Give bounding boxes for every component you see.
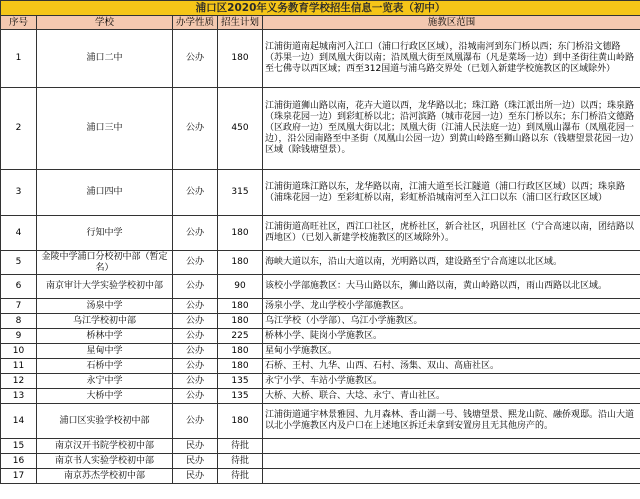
table-row xyxy=(1,329,640,344)
cell-type: 公办 xyxy=(173,170,218,216)
table-row xyxy=(1,389,640,404)
table-row xyxy=(1,88,640,170)
cell-area: 石桥、王村、九华、山西、石村、汤集、双山、高庙社区。 xyxy=(263,359,640,374)
table-row xyxy=(1,216,640,251)
cell-plan: 180 xyxy=(218,359,263,374)
cell-type: 公办 xyxy=(173,344,218,359)
table-row xyxy=(1,314,640,329)
cell-no: 8 xyxy=(1,314,37,329)
cell-area: 该校小学部施教区：大马山路以东，狮山路以南，黄山岭路以西，雨山西路以北区域。 xyxy=(263,275,640,299)
cell-type: 公办 xyxy=(173,389,218,404)
cell-type: 公办 xyxy=(173,88,218,170)
cell-type: 公办 xyxy=(173,30,218,88)
cell-area: 大桥、大桥、联合、大埝、永宁、青山社区。 xyxy=(263,389,640,404)
cell-type: 公办 xyxy=(173,216,218,251)
header-no: 序号 xyxy=(1,16,37,30)
cell-plan: 180 xyxy=(218,314,263,329)
cell-no: 15 xyxy=(1,439,37,454)
cell-area xyxy=(263,439,640,454)
title-row xyxy=(1,1,640,16)
cell-area: 星甸小学施教区。 xyxy=(263,344,640,359)
cell-no: 16 xyxy=(1,454,37,469)
cell-no: 9 xyxy=(1,329,37,344)
cell-no: 13 xyxy=(1,389,37,404)
cell-school: 桥林中学 xyxy=(37,329,173,344)
cell-type: 公办 xyxy=(173,275,218,299)
cell-plan: 90 xyxy=(218,275,263,299)
cell-plan: 180 xyxy=(218,30,263,88)
table-row xyxy=(1,30,640,88)
cell-type: 公办 xyxy=(173,404,218,439)
cell-area: 江浦街道狮山路以南，花卉大道以西，龙华路以北；珠江路（珠江派出所一边）以西；珠泉路（珠泉花园一边）到彩虹桥以北；沿河滨路（城市花园一边）至东门桥以东；东门桥沿文德路（区政府一边）至凤凰大街以北；凤凰大街（江浦人民法庭一边）到凤凰山瀑布（凤凰花园一边），沿公园南路至中圣街（凤凰山公园一边）到黄山岭路至狮山路以东（钱塘望景花园一边）区域（除钱塘望景）。 xyxy=(263,88,640,170)
cell-type: 民办 xyxy=(173,454,218,469)
cell-area: 江浦街道南起城南河入江口（浦口行政区区域），沿城南河到东门桥以西；东门桥沿文德路（苏果一边）到凤凰大街以南；沿凤凰大街至凤凰瀑布（凡是菜场一边）到中圣街往黄山岭路至七佛寺以西区域；西至312国道与浦乌路交界处（已划入新建学校施教区的区域除外） xyxy=(263,30,640,88)
cell-type: 公办 xyxy=(173,299,218,314)
cell-school: 行知中学 xyxy=(37,216,173,251)
cell-type: 公办 xyxy=(173,329,218,344)
cell-no: 12 xyxy=(1,374,37,389)
cell-school: 南京书人实验学校初中部 xyxy=(37,454,173,469)
cell-plan: 180 xyxy=(218,344,263,359)
cell-area: 江浦街道通宇林景雅园、九月森林、香山湖一号、钱塘望景、熙龙山院、融侨观邸。沿山大道以北小学施教区内及户口在上述地区拆迁未拿到安置房且无其他房产的。 xyxy=(263,404,640,439)
cell-no: 3 xyxy=(1,170,37,216)
cell-school: 金陵中学浦口分校初中部（暂定名） xyxy=(37,251,173,275)
cell-plan: 待批 xyxy=(218,439,263,454)
cell-school: 汤泉中学 xyxy=(37,299,173,314)
table-row xyxy=(1,454,640,469)
cell-area xyxy=(263,469,640,484)
cell-school: 浦口区实验学校初中部 xyxy=(37,404,173,439)
cell-no: 14 xyxy=(1,404,37,439)
cell-plan: 135 xyxy=(218,389,263,404)
cell-plan: 315 xyxy=(218,170,263,216)
cell-plan: 待批 xyxy=(218,469,263,484)
cell-no: 5 xyxy=(1,251,37,275)
cell-area: 海峡大道以东，沿山大道以南，光明路以西，建设路至宁合高速以北区域。 xyxy=(263,251,640,275)
table-row xyxy=(1,344,640,359)
cell-area: 乌江学校（小学部）、乌江小学施教区。 xyxy=(263,314,640,329)
cell-school: 石桥中学 xyxy=(37,359,173,374)
cell-plan: 225 xyxy=(218,329,263,344)
cell-type: 民办 xyxy=(173,439,218,454)
cell-school: 乌江学校初中部 xyxy=(37,314,173,329)
cell-type: 公办 xyxy=(173,251,218,275)
cell-no: 11 xyxy=(1,359,37,374)
cell-plan: 180 xyxy=(218,299,263,314)
cell-no: 2 xyxy=(1,88,37,170)
cell-school: 浦口二中 xyxy=(37,30,173,88)
cell-school: 浦口三中 xyxy=(37,88,173,170)
header-type: 办学性质 xyxy=(173,16,218,30)
cell-school: 南京审计大学实验学校初中部 xyxy=(37,275,173,299)
table-title: 浦口区2020年义务教育学校招生信息一览表（初中） xyxy=(1,1,640,16)
cell-area: 江浦街道珠江路以东，龙华路以南，江浦大道至长江隧道（浦口行政区区域）以西；珠泉路（浦珠花园一边）至彩虹桥以南，彩虹桥沿城南河至入江口以东（浦口区行政区区域） xyxy=(263,170,640,216)
cell-school: 南京汉开书院学校初中部 xyxy=(37,439,173,454)
table-row xyxy=(1,374,640,389)
table-row xyxy=(1,404,640,439)
table-row xyxy=(1,359,640,374)
cell-type: 公办 xyxy=(173,314,218,329)
cell-area: 桥林小学、陡岗小学施教区。 xyxy=(263,329,640,344)
cell-no: 7 xyxy=(1,299,37,314)
table-row xyxy=(1,170,640,216)
cell-plan: 450 xyxy=(218,88,263,170)
cell-type: 民办 xyxy=(173,469,218,484)
cell-school: 永宁中学 xyxy=(37,374,173,389)
header-area: 施教区范围 xyxy=(263,16,640,30)
cell-no: 10 xyxy=(1,344,37,359)
table-row xyxy=(1,251,640,275)
cell-area: 永宁小学、车站小学施教区。 xyxy=(263,374,640,389)
header-plan: 招生计划 xyxy=(218,16,263,30)
table-row xyxy=(1,299,640,314)
cell-school: 浦口四中 xyxy=(37,170,173,216)
header-row xyxy=(1,16,640,30)
table-row xyxy=(1,275,640,299)
cell-area xyxy=(263,454,640,469)
cell-plan: 180 xyxy=(218,216,263,251)
header-school: 学校 xyxy=(37,16,173,30)
cell-school: 大桥中学 xyxy=(37,389,173,404)
cell-plan: 135 xyxy=(218,374,263,389)
cell-plan: 180 xyxy=(218,404,263,439)
cell-type: 公办 xyxy=(173,374,218,389)
cell-no: 6 xyxy=(1,275,37,299)
table-row xyxy=(1,439,640,454)
table-row xyxy=(1,469,640,484)
cell-no: 4 xyxy=(1,216,37,251)
cell-type: 公办 xyxy=(173,359,218,374)
cell-area: 汤泉小学、龙山学校小学部施教区。 xyxy=(263,299,640,314)
cell-no: 1 xyxy=(1,30,37,88)
cell-school: 星甸中学 xyxy=(37,344,173,359)
cell-school: 南京苏杰学校初中部 xyxy=(37,469,173,484)
cell-area: 江浦街道高旺社区，西江口社区，虎桥社区，新合社区，巩固社区（宁合高速以南，团结路以西地区）（已划入新建学校施教区的区域除外）。 xyxy=(263,216,640,251)
cell-plan: 待批 xyxy=(218,454,263,469)
cell-plan: 180 xyxy=(218,251,263,275)
cell-no: 17 xyxy=(1,469,37,484)
